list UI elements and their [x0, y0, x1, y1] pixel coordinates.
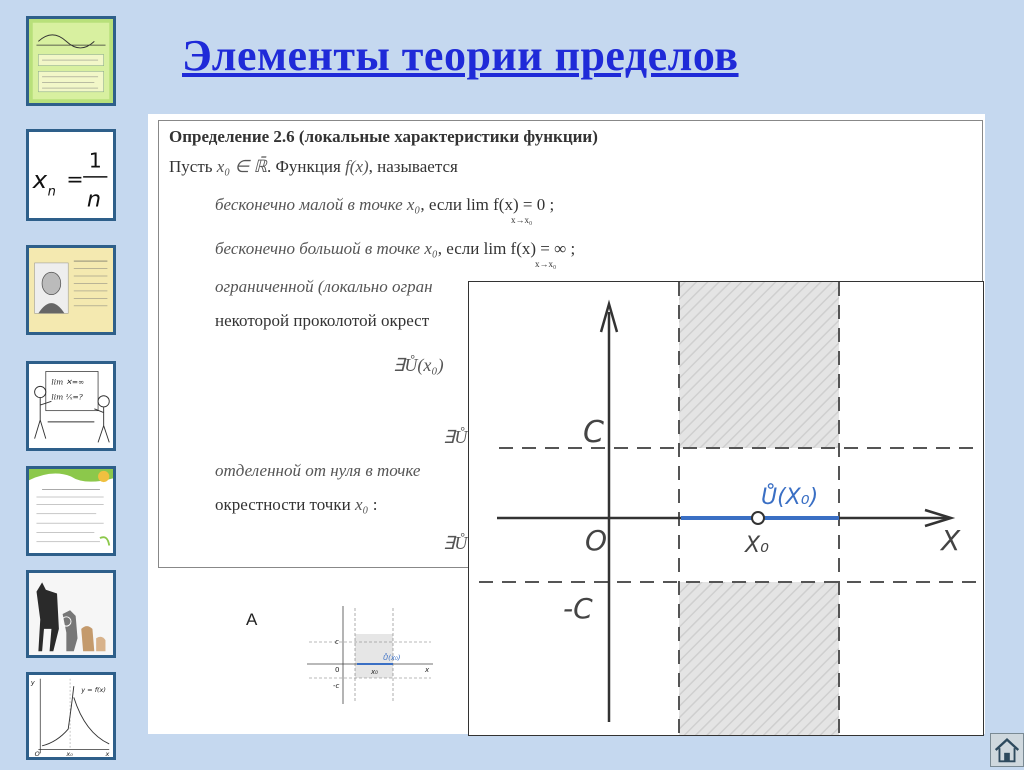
small-x0-label: x₀ — [371, 668, 378, 676]
svg-text:lim ✕=∞: lim ✕=∞ — [51, 377, 85, 387]
item2-b: x₀ — [424, 239, 438, 258]
figure-label: A — [246, 610, 258, 629]
thumbnail-green-slide[interactable] — [26, 466, 116, 556]
item1-c: , если — [420, 195, 467, 214]
thumb-curve-label: y = f(x) — [81, 685, 106, 694]
small-neighborhood-label: Ů(x₀) — [383, 654, 401, 662]
intro-b: x₀ ∈ ℝ̄ — [216, 157, 267, 176]
origin-label: O — [585, 524, 608, 557]
thumbnail-dogs-photo[interactable] — [26, 570, 116, 658]
formula-3: ∃Ů — [443, 533, 468, 553]
x0-label: X₀ — [745, 533, 769, 558]
seq-num: 1 — [88, 148, 102, 173]
item4-cont-b: x₀ — [354, 495, 369, 514]
punctured-point — [752, 512, 764, 524]
item1-d: lim f(x) = 0 ; — [466, 195, 555, 214]
item2-d: lim f(x) = ∞ ; — [483, 239, 576, 258]
item1-a: бесконечно малой в точке — [215, 195, 407, 214]
definition-item-3: ограниченной (локально огран — [215, 277, 433, 296]
definition-item-1 — [215, 195, 554, 215]
thumbnail-formula-slide[interactable] — [26, 16, 116, 106]
item1-b: x₀ — [406, 195, 421, 214]
small-bounded-graph — [305, 606, 437, 706]
home-icon — [991, 734, 1023, 766]
thumbnail-sequence-formula[interactable] — [26, 129, 116, 221]
intro-a: Пусть — [169, 157, 217, 176]
small-neg-c-label: -c — [333, 682, 340, 690]
definition-intro — [169, 157, 458, 177]
seq-den: n — [86, 186, 102, 213]
definition-heading — [169, 127, 598, 147]
definition-item-2 — [215, 239, 575, 259]
item1-lim-sub: x→x₀ — [511, 215, 533, 225]
item2-lim-sub: x→x₀ — [535, 259, 557, 269]
definition-item-4-cont — [215, 495, 377, 515]
thumbnail-cartoon-limits[interactable] — [26, 361, 116, 451]
item4-cont-c: : — [368, 495, 378, 514]
seq-x: x — [32, 165, 48, 195]
svg-text:lim ¹⁄ₓ=?: lim ¹⁄ₓ=? — [51, 392, 83, 402]
small-origin-label: 0 — [335, 666, 340, 674]
definition-item-4: отделенной от нуля в точке — [215, 461, 421, 480]
home-button[interactable] — [990, 733, 1024, 767]
c-label: C — [583, 415, 604, 450]
thumbnail-portrait-slide[interactable] — [26, 245, 116, 335]
formula-1: ∃Ů(x₀) — [393, 355, 444, 375]
item2-c: , если — [437, 239, 484, 258]
thumbnail-function-graph[interactable] — [26, 672, 116, 760]
definition-item-3-cont: некоторой проколотой окрест — [215, 311, 430, 330]
bounded-function-graph — [468, 281, 984, 736]
definition-number: Определение 2.6 — [169, 127, 295, 146]
seq-eq: = — [66, 167, 84, 192]
thumb-origin: O — [34, 750, 40, 757]
item2-a: бесконечно большой в точке — [215, 239, 425, 258]
formula-2: ∃Ů — [443, 427, 468, 447]
x-axis-label: X — [941, 524, 961, 557]
neighborhood-label: Ů(X₀) — [761, 485, 819, 510]
intro-d: f(x) — [345, 157, 369, 176]
thumb-x0: x₀ — [66, 750, 73, 757]
thumb-x: x — [105, 750, 110, 757]
neg-c-label: -C — [563, 592, 593, 625]
small-x-label: x — [425, 666, 430, 674]
intro-c: . Функция — [267, 157, 346, 176]
item4-cont-a: окрестности точки — [215, 495, 355, 514]
small-c-label: c — [335, 638, 339, 646]
definition-heading-rest: (локальные характеристики функции) — [294, 127, 598, 146]
intro-e: , называется — [368, 157, 458, 176]
thumb-y-label: y — [30, 678, 35, 687]
seq-sub: n — [47, 184, 56, 200]
slide-title: Элементы теории пределов — [182, 31, 739, 80]
